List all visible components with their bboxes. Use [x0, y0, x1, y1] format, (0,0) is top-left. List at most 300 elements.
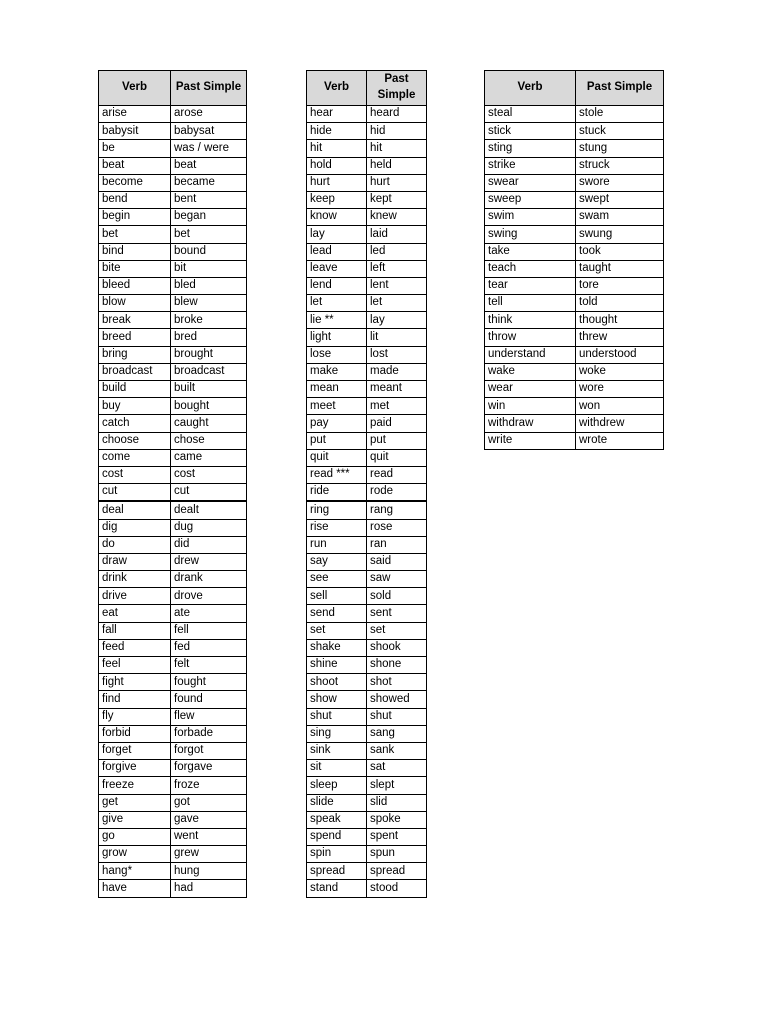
- verb-table-2: [306, 70, 427, 898]
- verb-cell: catch: [99, 415, 171, 432]
- verb-cell: tell: [485, 295, 576, 312]
- header-row: [99, 71, 247, 106]
- table-row: [99, 209, 247, 226]
- table-row: [307, 863, 427, 880]
- past-simple-cell: spent: [367, 828, 427, 845]
- verb-cell: set: [307, 622, 367, 639]
- table-row: [307, 760, 427, 777]
- verb-cell: wear: [485, 381, 576, 398]
- table-row: [307, 346, 427, 363]
- table-row: [99, 571, 247, 588]
- past-simple-cell: forgot: [171, 742, 247, 759]
- past-simple-cell: led: [367, 243, 427, 260]
- past-simple-cell: shut: [367, 708, 427, 725]
- verb-cell: do: [99, 536, 171, 553]
- past-simple-cell: bred: [171, 329, 247, 346]
- past-simple-cell: shook: [367, 639, 427, 656]
- table-row: [307, 846, 427, 863]
- verb-cell: breed: [99, 329, 171, 346]
- past-simple-cell: found: [171, 691, 247, 708]
- past-simple-cell: swept: [576, 191, 664, 208]
- table-row: [99, 277, 247, 294]
- table-row: [99, 432, 247, 449]
- verb-cell: ride: [307, 484, 367, 502]
- table-row: [307, 466, 427, 483]
- verb-cell: swear: [485, 174, 576, 191]
- verb-cell: bet: [99, 226, 171, 243]
- past-simple-cell: babysat: [171, 123, 247, 140]
- table-row: [99, 123, 247, 140]
- past-simple-cell: sang: [367, 725, 427, 742]
- past-simple-cell: threw: [576, 329, 664, 346]
- verb-cell: swim: [485, 209, 576, 226]
- table-row: [485, 243, 664, 260]
- verb-header: Verb: [307, 71, 367, 106]
- verb-cell: lose: [307, 346, 367, 363]
- verb-cell: run: [307, 536, 367, 553]
- table-row: [307, 209, 427, 226]
- past-simple-cell: was / were: [171, 140, 247, 157]
- past-simple-cell: ran: [367, 536, 427, 553]
- table-row: [99, 106, 247, 123]
- table-row: [485, 363, 664, 380]
- verb-cell: feed: [99, 639, 171, 656]
- verb-cell: steal: [485, 106, 576, 123]
- table-row: [307, 191, 427, 208]
- verb-cell: ring: [307, 501, 367, 519]
- verb-cell: be: [99, 140, 171, 157]
- table-row: [99, 312, 247, 329]
- past-simple-cell: lit: [367, 329, 427, 346]
- table-row: [99, 226, 247, 243]
- past-simple-cell: bound: [171, 243, 247, 260]
- header-row: [485, 71, 664, 106]
- verb-cell: pay: [307, 415, 367, 432]
- verb-cell: understand: [485, 346, 576, 363]
- past-simple-cell: told: [576, 295, 664, 312]
- past-simple-header: Past Simple: [576, 71, 664, 106]
- past-simple-cell: made: [367, 363, 427, 380]
- table-row: [307, 243, 427, 260]
- verb-cell: lead: [307, 243, 367, 260]
- verb-cell: babysit: [99, 123, 171, 140]
- table-row: [99, 346, 247, 363]
- verb-cell: bite: [99, 260, 171, 277]
- verb-cell: cost: [99, 466, 171, 483]
- verb-cell: arise: [99, 106, 171, 123]
- table-row: [307, 226, 427, 243]
- verb-header: Verb: [99, 71, 171, 106]
- verb-cell: drink: [99, 571, 171, 588]
- verb-cell: take: [485, 243, 576, 260]
- table-row: [307, 828, 427, 845]
- past-simple-cell: thought: [576, 312, 664, 329]
- past-simple-cell: met: [367, 398, 427, 415]
- table-row: [485, 157, 664, 174]
- past-simple-cell: fell: [171, 622, 247, 639]
- past-simple-cell: bent: [171, 191, 247, 208]
- past-simple-cell: woke: [576, 363, 664, 380]
- verb-cell: spend: [307, 828, 367, 845]
- table-row: [485, 226, 664, 243]
- verb-cell: give: [99, 811, 171, 828]
- table-row: [307, 381, 427, 398]
- table-row: [307, 123, 427, 140]
- table-row: [99, 588, 247, 605]
- past-simple-cell: sat: [367, 760, 427, 777]
- past-simple-cell: arose: [171, 106, 247, 123]
- past-simple-cell: held: [367, 157, 427, 174]
- table-row: [485, 260, 664, 277]
- past-simple-cell: fought: [171, 674, 247, 691]
- past-simple-cell: said: [367, 553, 427, 570]
- past-simple-cell: paid: [367, 415, 427, 432]
- past-simple-cell: drove: [171, 588, 247, 605]
- past-simple-cell: rode: [367, 484, 427, 502]
- table-row: [307, 536, 427, 553]
- table-row: [485, 174, 664, 191]
- past-simple-cell: forgave: [171, 760, 247, 777]
- table-row: [307, 312, 427, 329]
- table-row: [99, 622, 247, 639]
- verb-cell: keep: [307, 191, 367, 208]
- verb-table-1: [98, 70, 247, 898]
- verb-cell: forbid: [99, 725, 171, 742]
- table-row: [485, 191, 664, 208]
- verb-cell: lend: [307, 277, 367, 294]
- past-simple-cell: spoke: [367, 811, 427, 828]
- verb-cell: blow: [99, 295, 171, 312]
- past-simple-cell: meant: [367, 381, 427, 398]
- table-row: [485, 415, 664, 432]
- past-simple-cell: fed: [171, 639, 247, 656]
- past-simple-cell: wore: [576, 381, 664, 398]
- verb-cell: bleed: [99, 277, 171, 294]
- past-simple-cell: swam: [576, 209, 664, 226]
- table-row: [99, 657, 247, 674]
- past-simple-cell: caught: [171, 415, 247, 432]
- verb-cell: fly: [99, 708, 171, 725]
- table-row: [99, 794, 247, 811]
- verb-cell: throw: [485, 329, 576, 346]
- table-row: [307, 742, 427, 759]
- verb-cell: lie **: [307, 312, 367, 329]
- past-simple-cell: wrote: [576, 432, 664, 449]
- verb-table-3: [484, 70, 664, 450]
- verb-cell: leave: [307, 260, 367, 277]
- verb-cell: rise: [307, 519, 367, 536]
- verb-cell: get: [99, 794, 171, 811]
- past-simple-cell: brought: [171, 346, 247, 363]
- past-simple-header: Past Simple: [171, 71, 247, 106]
- table-row: [307, 363, 427, 380]
- past-simple-cell: hurt: [367, 174, 427, 191]
- verb-cell: hide: [307, 123, 367, 140]
- verb-cell: shoot: [307, 674, 367, 691]
- verb-cell: stick: [485, 123, 576, 140]
- verb-cell: spread: [307, 863, 367, 880]
- verb-header: Verb: [485, 71, 576, 106]
- verb-cell: sit: [307, 760, 367, 777]
- past-simple-cell: got: [171, 794, 247, 811]
- past-simple-cell: stood: [367, 880, 427, 897]
- table-row: [307, 157, 427, 174]
- past-simple-cell: slept: [367, 777, 427, 794]
- verb-cell: wake: [485, 363, 576, 380]
- table-row: [307, 571, 427, 588]
- table-row: [307, 657, 427, 674]
- table-row: [485, 432, 664, 449]
- verb-cell: withdraw: [485, 415, 576, 432]
- verb-cell: meet: [307, 398, 367, 415]
- table-row: [99, 381, 247, 398]
- past-simple-cell: ate: [171, 605, 247, 622]
- past-simple-cell: quit: [367, 449, 427, 466]
- past-simple-cell: struck: [576, 157, 664, 174]
- past-simple-cell: froze: [171, 777, 247, 794]
- verb-cell: feel: [99, 657, 171, 674]
- table-row: [307, 605, 427, 622]
- verb-cell: come: [99, 449, 171, 466]
- table-row: [307, 415, 427, 432]
- verb-cell: hit: [307, 140, 367, 157]
- past-simple-cell: hit: [367, 140, 427, 157]
- verb-cell: sell: [307, 588, 367, 605]
- past-simple-cell: let: [367, 295, 427, 312]
- past-simple-cell: put: [367, 432, 427, 449]
- verb-cell: swing: [485, 226, 576, 243]
- past-simple-cell: sank: [367, 742, 427, 759]
- past-simple-cell: broke: [171, 312, 247, 329]
- table-row: [99, 243, 247, 260]
- table-row: [307, 811, 427, 828]
- past-simple-cell: rang: [367, 501, 427, 519]
- past-simple-cell: bought: [171, 398, 247, 415]
- past-simple-cell: drew: [171, 553, 247, 570]
- verb-cell: lay: [307, 226, 367, 243]
- past-simple-cell: chose: [171, 432, 247, 449]
- verb-cell: fall: [99, 622, 171, 639]
- past-simple-cell: felt: [171, 657, 247, 674]
- past-simple-cell: rose: [367, 519, 427, 536]
- verb-cell: win: [485, 398, 576, 415]
- verb-cell: bend: [99, 191, 171, 208]
- past-simple-cell: hung: [171, 863, 247, 880]
- past-simple-cell: began: [171, 209, 247, 226]
- table-row: [99, 260, 247, 277]
- past-simple-cell: hid: [367, 123, 427, 140]
- past-simple-cell: heard: [367, 106, 427, 123]
- past-simple-cell: slid: [367, 794, 427, 811]
- table-row: [307, 777, 427, 794]
- verb-cell: hurt: [307, 174, 367, 191]
- verb-cell: speak: [307, 811, 367, 828]
- past-simple-cell: lent: [367, 277, 427, 294]
- table-row: [99, 415, 247, 432]
- verb-cell: teach: [485, 260, 576, 277]
- verb-cell: bind: [99, 243, 171, 260]
- table-row: [307, 674, 427, 691]
- verb-cell: deal: [99, 501, 171, 519]
- verb-cell: become: [99, 174, 171, 191]
- past-simple-cell: blew: [171, 295, 247, 312]
- verb-cell: put: [307, 432, 367, 449]
- past-simple-cell: laid: [367, 226, 427, 243]
- verb-cell: freeze: [99, 777, 171, 794]
- table-row: [307, 588, 427, 605]
- past-simple-cell: saw: [367, 571, 427, 588]
- table-row: [485, 106, 664, 123]
- verb-cell: hear: [307, 106, 367, 123]
- past-simple-cell: lay: [367, 312, 427, 329]
- table-row: [99, 725, 247, 742]
- verb-cell: forget: [99, 742, 171, 759]
- past-simple-cell: stole: [576, 106, 664, 123]
- table-row: [99, 828, 247, 845]
- past-simple-cell: stuck: [576, 123, 664, 140]
- table-row: [485, 346, 664, 363]
- past-simple-cell: kept: [367, 191, 427, 208]
- table-row: [307, 329, 427, 346]
- verb-cell: grow: [99, 846, 171, 863]
- past-simple-cell: set: [367, 622, 427, 639]
- table-row: [99, 863, 247, 880]
- table-row: [99, 742, 247, 759]
- verb-cell: dig: [99, 519, 171, 536]
- past-simple-cell: flew: [171, 708, 247, 725]
- past-simple-cell: took: [576, 243, 664, 260]
- table-row: [99, 157, 247, 174]
- table-row: [307, 484, 427, 502]
- verb-cell: strike: [485, 157, 576, 174]
- verb-cell: tear: [485, 277, 576, 294]
- past-simple-cell: broadcast: [171, 363, 247, 380]
- table-row: [307, 398, 427, 415]
- table-row: [99, 191, 247, 208]
- past-simple-cell: bet: [171, 226, 247, 243]
- past-simple-cell: spread: [367, 863, 427, 880]
- verb-cell: have: [99, 880, 171, 897]
- past-simple-cell: sold: [367, 588, 427, 605]
- table-row: [99, 708, 247, 725]
- past-simple-cell: lost: [367, 346, 427, 363]
- verb-cell: hold: [307, 157, 367, 174]
- table-row: [99, 363, 247, 380]
- past-simple-cell: cut: [171, 484, 247, 502]
- past-simple-cell: bit: [171, 260, 247, 277]
- past-simple-cell: shone: [367, 657, 427, 674]
- table-row: [307, 277, 427, 294]
- table-row: [99, 174, 247, 191]
- header-row: [307, 71, 427, 106]
- verb-cell: find: [99, 691, 171, 708]
- table-row: [307, 140, 427, 157]
- verb-cell: shake: [307, 639, 367, 656]
- verb-cell: stand: [307, 880, 367, 897]
- verb-cell: mean: [307, 381, 367, 398]
- table-row: [99, 777, 247, 794]
- table-row: [307, 708, 427, 725]
- table-row: [485, 123, 664, 140]
- verb-cell: hang*: [99, 863, 171, 880]
- verb-cell: build: [99, 381, 171, 398]
- verb-cell: go: [99, 828, 171, 845]
- past-simple-cell: did: [171, 536, 247, 553]
- verb-cell: buy: [99, 398, 171, 415]
- table-row: [99, 140, 247, 157]
- verb-cell: cut: [99, 484, 171, 502]
- verb-cell: sleep: [307, 777, 367, 794]
- table-row: [307, 639, 427, 656]
- past-simple-cell: drank: [171, 571, 247, 588]
- table-row: [99, 811, 247, 828]
- table-row: [99, 674, 247, 691]
- table-row: [99, 846, 247, 863]
- verb-cell: broadcast: [99, 363, 171, 380]
- table-row: [307, 553, 427, 570]
- past-simple-cell: sent: [367, 605, 427, 622]
- verb-cell: begin: [99, 209, 171, 226]
- verb-cell: beat: [99, 157, 171, 174]
- verb-cell: choose: [99, 432, 171, 449]
- verb-cell: sink: [307, 742, 367, 759]
- past-simple-cell: dealt: [171, 501, 247, 519]
- verb-cell: show: [307, 691, 367, 708]
- verb-cell: read ***: [307, 466, 367, 483]
- table-row: [99, 329, 247, 346]
- past-simple-cell: dug: [171, 519, 247, 536]
- verb-cell: let: [307, 295, 367, 312]
- past-simple-cell: read: [367, 466, 427, 483]
- table-row: [99, 691, 247, 708]
- table-row: [307, 794, 427, 811]
- past-simple-cell: swung: [576, 226, 664, 243]
- table-row: [485, 277, 664, 294]
- past-simple-cell: gave: [171, 811, 247, 828]
- table-row: [485, 329, 664, 346]
- verb-cell: forgive: [99, 760, 171, 777]
- verb-cell: sweep: [485, 191, 576, 208]
- table-row: [485, 381, 664, 398]
- verb-cell: send: [307, 605, 367, 622]
- verb-cell: think: [485, 312, 576, 329]
- table-row: [99, 295, 247, 312]
- table-row: [307, 725, 427, 742]
- past-simple-cell: taught: [576, 260, 664, 277]
- past-simple-cell: spun: [367, 846, 427, 863]
- table-row: [99, 466, 247, 483]
- past-simple-cell: came: [171, 449, 247, 466]
- table-row: [307, 295, 427, 312]
- table-row: [307, 260, 427, 277]
- table-row: [307, 880, 427, 897]
- table-row: [99, 398, 247, 415]
- table-row: [485, 209, 664, 226]
- past-simple-cell: tore: [576, 277, 664, 294]
- table-row: [307, 519, 427, 536]
- verb-cell: slide: [307, 794, 367, 811]
- past-simple-cell: built: [171, 381, 247, 398]
- verb-cell: sting: [485, 140, 576, 157]
- verb-cell: spin: [307, 846, 367, 863]
- verb-cell: make: [307, 363, 367, 380]
- verb-cell: drive: [99, 588, 171, 605]
- verb-cell: say: [307, 553, 367, 570]
- verb-cell: bring: [99, 346, 171, 363]
- table-row: [99, 536, 247, 553]
- past-simple-cell: stung: [576, 140, 664, 157]
- past-simple-cell: had: [171, 880, 247, 897]
